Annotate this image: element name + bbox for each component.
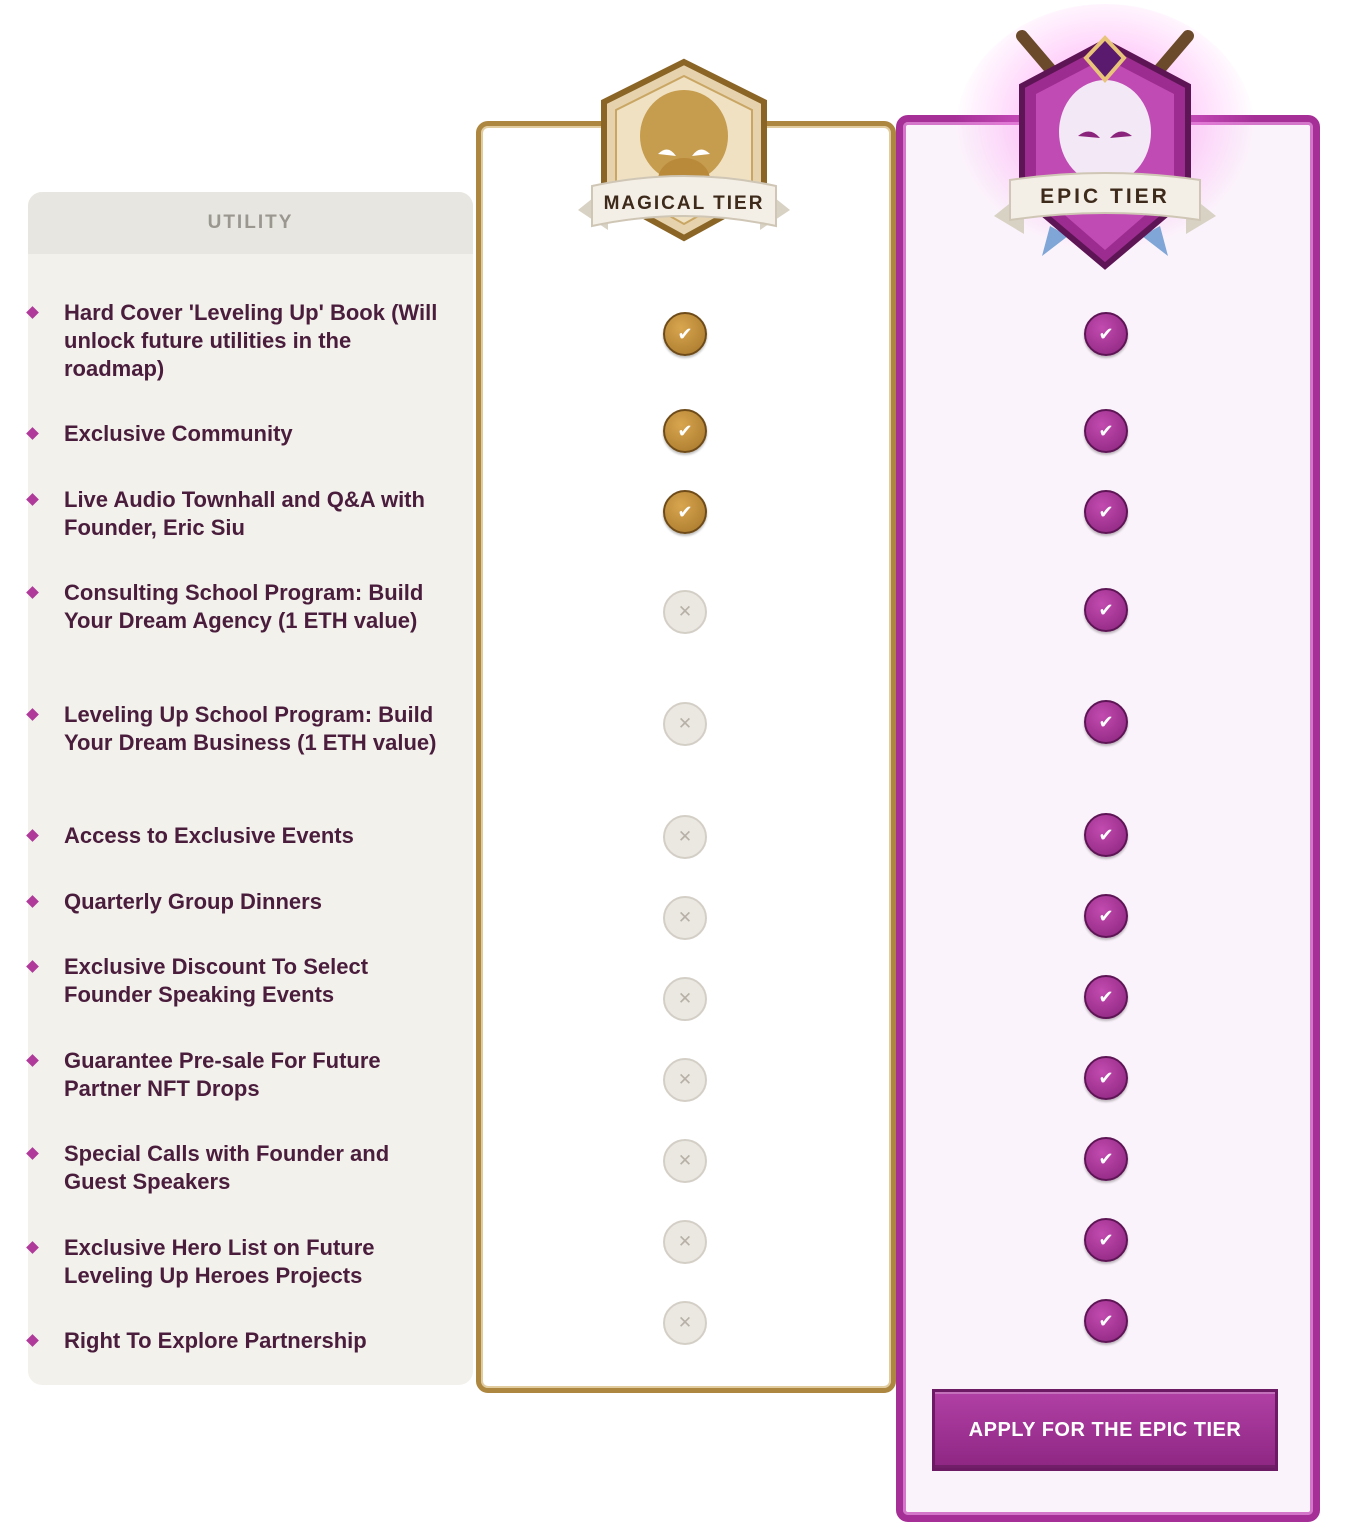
cross-icon: ✕ bbox=[663, 702, 707, 746]
checkmark-icon: ✔ bbox=[1084, 1056, 1128, 1100]
cross-icon: ✕ bbox=[663, 1058, 707, 1102]
feature-label: Exclusive Hero List on Future Leveling Up Heroes Projects bbox=[64, 1235, 375, 1288]
feature-label: Leveling Up School Program: Build Your Dream Business (1 ETH value) bbox=[64, 702, 437, 755]
checkmark-icon: ✔ bbox=[1084, 1218, 1128, 1262]
magical-tier-name: MAGICAL TIER bbox=[603, 193, 765, 214]
feature-item bbox=[64, 299, 444, 383]
checkmark-icon: ✔ bbox=[1084, 894, 1128, 938]
checkmark-icon: ✔ bbox=[1084, 1137, 1128, 1181]
checkmark-icon: ✔ bbox=[1084, 813, 1128, 857]
feature-item bbox=[64, 1047, 444, 1103]
cross-icon: ✕ bbox=[663, 590, 707, 634]
feature-label: Exclusive Discount To Select Founder Speaking Events bbox=[64, 954, 369, 1007]
checkmark-icon: ✔ bbox=[663, 312, 707, 356]
cross-icon: ✕ bbox=[663, 1301, 707, 1345]
checkmark-icon: ✔ bbox=[1084, 409, 1128, 453]
feature-label: Live Audio Townhall and Q&A with Founder, Eric Siu bbox=[64, 487, 425, 540]
feature-item bbox=[64, 486, 444, 542]
utility-header: UTILITY bbox=[28, 192, 473, 254]
feature-item bbox=[64, 1234, 444, 1290]
feature-item bbox=[64, 888, 444, 916]
checkmark-icon: ✔ bbox=[1084, 490, 1128, 534]
checkmark-icon: ✔ bbox=[1084, 700, 1128, 744]
feature-item bbox=[64, 701, 444, 757]
feature-item bbox=[64, 420, 444, 448]
feature-label: Consulting School Program: Build Your Dream Agency (1 ETH value) bbox=[64, 580, 424, 633]
magical-tier-badge bbox=[568, 58, 798, 253]
feature-item bbox=[64, 1327, 444, 1355]
epic-tier-name: EPIC TIER bbox=[1040, 185, 1170, 208]
epic-tier-badge bbox=[950, 4, 1260, 279]
feature-label: Quarterly Group Dinners bbox=[64, 889, 322, 914]
checkmark-icon: ✔ bbox=[663, 490, 707, 534]
cross-icon: ✕ bbox=[663, 1220, 707, 1264]
cross-icon: ✕ bbox=[663, 896, 707, 940]
feature-label: Guarantee Pre-sale For Future Partner NFT Drops bbox=[64, 1048, 381, 1101]
feature-item bbox=[64, 579, 444, 635]
checkmark-icon: ✔ bbox=[1084, 588, 1128, 632]
feature-label: Special Calls with Founder and Guest Speakers bbox=[64, 1141, 390, 1194]
feature-item bbox=[64, 953, 444, 1009]
cross-icon: ✕ bbox=[663, 815, 707, 859]
checkmark-icon: ✔ bbox=[1084, 975, 1128, 1019]
feature-item bbox=[64, 1140, 444, 1196]
feature-label: Exclusive Community bbox=[64, 421, 293, 446]
cross-icon: ✕ bbox=[663, 977, 707, 1021]
checkmark-icon: ✔ bbox=[663, 409, 707, 453]
checkmark-icon: ✔ bbox=[1084, 312, 1128, 356]
feature-label: Hard Cover 'Leveling Up' Book (Will unlock future utilities in the roadmap) bbox=[64, 300, 438, 381]
feature-item bbox=[64, 822, 444, 850]
cross-icon: ✕ bbox=[663, 1139, 707, 1183]
checkmark-icon: ✔ bbox=[1084, 1299, 1128, 1343]
apply-epic-tier-button[interactable]: APPLY FOR THE EPIC TIER bbox=[932, 1389, 1278, 1471]
feature-label: Right To Explore Partnership bbox=[64, 1328, 367, 1353]
feature-label: Access to Exclusive Events bbox=[64, 823, 354, 848]
